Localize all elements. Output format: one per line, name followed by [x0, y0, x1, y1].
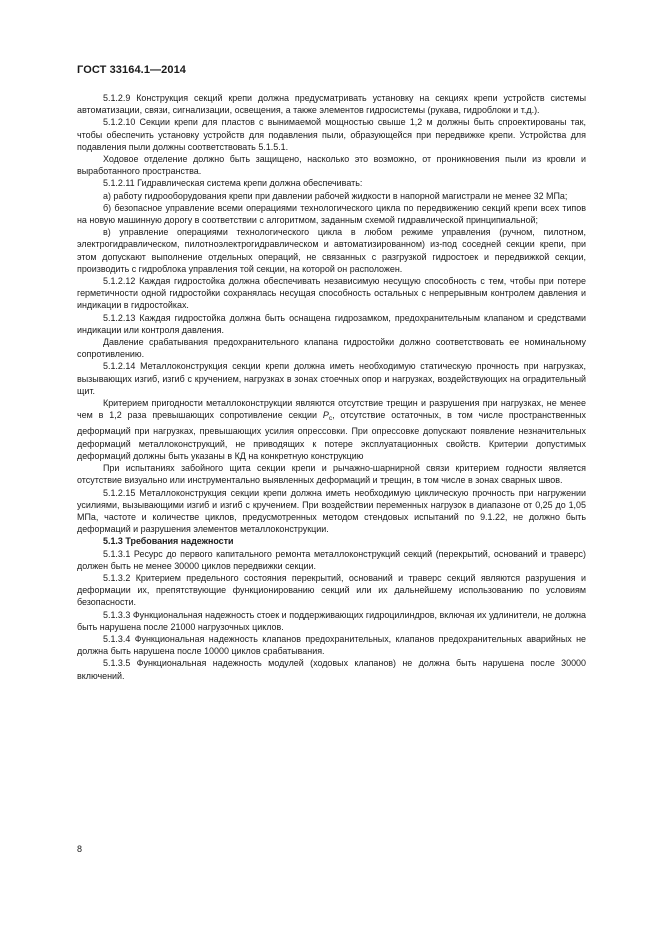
- paragraph-5-1-2-15: 5.1.2.15 Металлоконструкция секции крепи должна иметь необходимую циклическую прочность при нагружении усилиями, вызывающими изгиб и изгиб с кручением. При воздействии переменных нагрузок в диапазоне от 0,25 до 1,05 МПа, частоте и количестве циклов, предусмотренных методом стендовых испытаний по 9.1.22, не должно быть деформаций и разрушения элементов металлоконструкции.: [77, 487, 586, 535]
- paragraph-5-1-3-5: 5.1.3.5 Функциональная надежность модулей (ходовых клапанов) не должна быть нарушена после 30000 включений.: [77, 658, 586, 681]
- paragraph-shield-testing: При испытаниях забойного щита секции крепи и рычажно-шарнирной связи критерием годности является отсутствие визуально или инструментально выявленных деформаций и трещин, в том числе в зонах сварных швов.: [77, 463, 586, 486]
- criterion-text-before: Критерием пригодности металлоконструкции являются отсутствие трещин и разрушения при нагрузках, не менее чем в 1,2 раза превышающих сопротивление секции: [77, 398, 586, 421]
- paragraph-5-1-2-11: 5.1.2.11 Гидравлическая система крепи должна обеспечивать:: [103, 178, 363, 189]
- section-heading-5-1-3: 5.1.3 Требования надежности: [103, 536, 234, 547]
- paragraph-5-1-2-12: 5.1.2.12 Каждая гидростойка должна обеспечивать независимую несущую способность с тем, чтобы при потере герметичности одной гидростойки сохранялась несущая способность остальных с непрерывным контролем давления и индикации в гидростойках.: [77, 276, 586, 311]
- paragraph-valve-pressure: Давление срабатывания предохранительного клапана гидростойки должно соответствовать ее номинальному сопротивлению.: [77, 337, 586, 360]
- list-item-v: в) управление операциями технологического цикла в любом режиме управления (ручном, пилотном, электрогидравлическом, пилотноэлектрогидравлическом и автоматизированном) из-под соседней секции крепи, при этом допускают выполнение отдельных операций, не связанных с разгрузкой гидростоек и передвижкой секции, производить с гидроблока управления той секции, на которой он расположен.: [77, 227, 586, 274]
- paragraph-5-1-2-9: 5.1.2.9 Конструкция секций крепи должна предусматривать установку на секциях крепи устройств системы автоматизации, связи, сигнализации, освещения, а также элементов гидросистемы (рукава, гидроблоки и т.д.).: [77, 93, 586, 116]
- paragraph-5-1-2-13: 5.1.2.13 Каждая гидростойка должна быть оснащена гидрозамком, предохранительным клапаном и средствами индикации или контроля давления.: [77, 312, 586, 335]
- paragraph-5-1-3-1: 5.1.3.1 Ресурс до первого капитального ремонта металлоконструкций секций (перекрытий, оснований и траверс) должен быть не менее 30000 циклов передвижки секции.: [77, 548, 586, 571]
- criterion-symbol: P: [322, 410, 329, 421]
- page-number: 8: [77, 844, 83, 854]
- paragraph-5-1-3-3: 5.1.3.3 Функциональная надежность стоек и поддерживающих гидроцилиндров, включая их удлинители, не должна быть нарушена после 21000 нагрузочных циклов.: [77, 609, 586, 632]
- paragraph-5-1-3-2: 5.1.3.2 Критерием предельного состояния перекрытий, оснований и траверс секций являются разрушения и деформации их, препятствующие функционированию секций или их дальнейшему использованию по условиям безопасности.: [77, 572, 586, 608]
- criterion-text-after: , отсутствие остаточных, в том числе пространственных деформаций при нагрузках, превышающих усилия опрессовки. При опрессовке допускают появление незначительных деформаций металлоконструкций, не приводящих к потере эксплуатационных свойств. Критерии допустимых деформаций должны быть указаны в КД на конкретную конструкцию: [77, 410, 586, 461]
- list-item-b: б) безопасное управление всеми операциями технологического цикла по передвижению секций крепи всех типов на новую машинную дорогу в соответствии с алгоритмом, заданным схемой гидравлической принципиальной;: [77, 202, 586, 226]
- paragraph-dust-protection: Ходовое отделение должно быть защищено, насколько это возможно, от проникновения пыли из кровли и выработанного пространства.: [77, 154, 586, 177]
- paragraph-5-1-3-4: 5.1.3.4 Функциональная надежность клапанов предохранительных, клапанов предохранительных аварийных не должна быть нарушена после 10000 циклов срабатывания.: [77, 633, 586, 657]
- criterion-subscript: c: [328, 415, 333, 423]
- document-header: ГОСТ 33164.1—2014: [77, 64, 187, 76]
- list-item-a: а) работу гидрооборудования крепи при давлении рабочей жидкости в напорной магистрали не менее 32 МПа;: [103, 190, 568, 201]
- document-body: [77, 92, 586, 682]
- paragraph-criterion: [77, 397, 586, 462]
- paragraph-5-1-2-10: 5.1.2.10 Секции крепи для пластов с вынимаемой мощностью свыше 1,2 м должны быть спроектированы так, чтобы обеспечить установку устройств для подавления пыли, образующейся при передвижке крепи. Устройства для подавления пыли должны соответствовать 5.1.5.1.: [77, 117, 586, 152]
- paragraph-5-1-2-14: 5.1.2.14 Металлоконструкция секции крепи должна иметь необходимую статическую прочность при нагрузках, вызывающих изгиб, изгиб с кручением, нагрузках в зонах стоечных опор и нагрузках, воздействующих на оградительный щит.: [77, 361, 586, 396]
